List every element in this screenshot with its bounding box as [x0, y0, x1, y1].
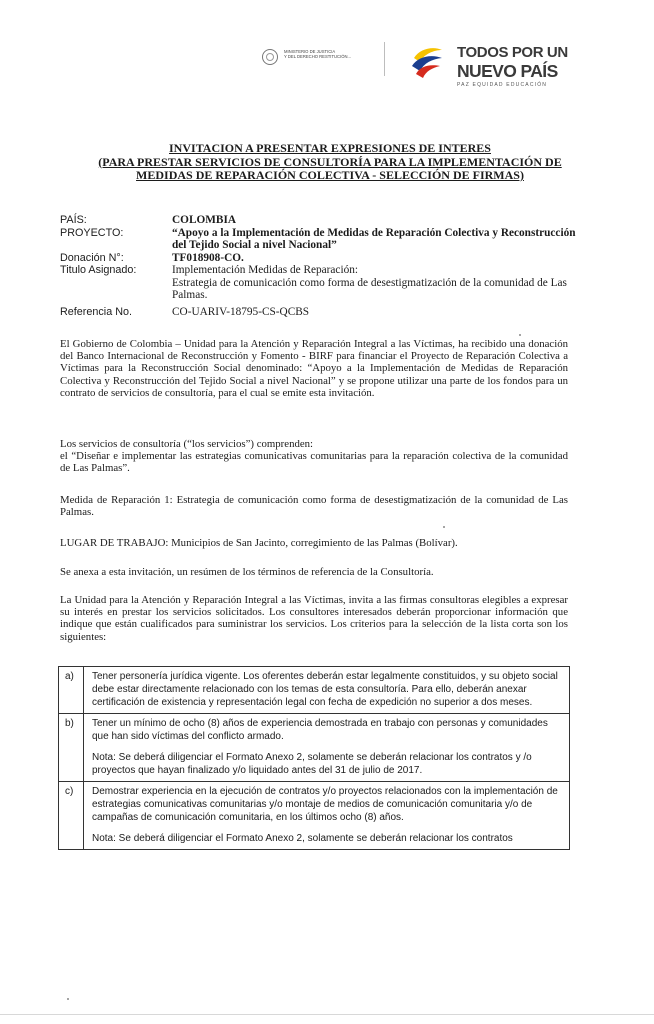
pais-label: PAÍS:	[60, 214, 87, 226]
criteria-content: Demostrar experiencia en la ejecución de contratos y/o proyectos relacionados con la implementación de estrategias comunicativas comunitarias y/o montaje de medios de comunicación comunitaria y/o de campañas de comunicación comunitaria, en los últimos ocho (8) años. Nota: Se deberá diligenciar el Formato Anexo 2, solamente se deberán relacionar los contratos	[83, 782, 569, 849]
document-title	[60, 142, 600, 183]
project-info	[60, 214, 580, 318]
info-row-pais	[60, 214, 580, 227]
ministry-seal-icon	[262, 49, 278, 65]
criteria-row	[59, 714, 569, 782]
title-line3: MEDIDAS DE REPARACIÓN COLECTIVA - SELECCIÓN DE FIRMAS)	[136, 168, 524, 182]
info-row-titulo	[60, 264, 580, 302]
info-row-donacion	[60, 252, 580, 265]
ministry-header	[262, 47, 382, 75]
criteria-content: Tener personería jurídica vigente. Los oferentes deberán estar legalmente constituidos, y su objeto social debe estar directamente relacionado con los temas de esta consultoría. Para ello, deberán anexar certificación de existencia y representación legal con fecha de expedición no superior a dos meses.	[83, 667, 569, 713]
paragraph-services: Los servicios de consultoría (“los servicios”) comprenden: el “Diseñar e implementar las estrategias comunicativas comunitarias para la reparación colectiva de la comunidad de Las Palmas”.	[60, 438, 568, 475]
logo-line1: TODOS POR UN	[457, 44, 568, 61]
criteria-table	[58, 666, 570, 850]
pais-value: COLOMBIA	[172, 214, 237, 226]
paragraph-annex: Se anexa a esta invitación, un resúmen de los términos de referencia de la Consultoría.	[60, 566, 434, 578]
titulo-value: Implementación Medidas de Reparación: Estrategia de comunicación como forma de desestigmatización de la comunidad de Las Palmas.	[172, 264, 567, 301]
logo-line2: NUEVO PAÍS	[457, 61, 558, 81]
referencia-value: CO-UARIV-18795-CS-QCBS	[172, 305, 310, 318]
paragraph-invitation: La Unidad para la Atención y Reparación Integral a las Víctimas, invita a las firmas consultoras elegibles a expresar su interés en prestar los servicios solicitados. Los consultores interesados deberán proporcionar información que indique que están cualificados para suministrar los servicios. Los criterios para la selección de la lista corta son los siguientes:	[60, 594, 568, 643]
proyecto-value: “Apoyo a la Implementación de Medidas de Reparación Colectiva y Reconstrucción del Tejido Social a nivel Nacional”	[172, 226, 576, 251]
criteria-content: Tener un mínimo de ocho (8) años de experiencia demostrada en trabajo con personas y comunidades que han sido víctimas del conflicto armado. Nota: Se deberá diligenciar el Formato Anexo 2, solamente se deberán relacionar los contratos y /o proyectos que hayan finalizado y/o liquidado antes del 31 de julio de 2017.	[83, 714, 569, 781]
criteria-letter: c)	[65, 786, 74, 797]
donacion-label: Donación N°:	[60, 251, 124, 264]
proyecto-label: PROYECTO:	[60, 226, 124, 239]
title-line1: INVITACION A PRESENTAR EXPRESIONES DE INTERES	[169, 141, 491, 155]
criteria-row	[59, 782, 569, 850]
donacion-value: TF018908-CO.	[172, 251, 244, 264]
criteria-row	[59, 667, 569, 714]
scan-speck	[67, 998, 69, 1000]
flag-swoosh-icon	[410, 44, 444, 80]
paragraph-workplace: LUGAR DE TRABAJO: Municipios de San Jacinto, corregimiento de las Palmas (Bolívar).	[60, 537, 458, 549]
paragraph-intro: El Gobierno de Colombia – Unidad para la Atención y Reparación Integral a las Víctimas, ha recibido una donación del Banco Internacional de Reconstrucción y Fomento - BIRF para financiar el Proyecto de Reparación Colectiva a Víctimas para la Reconstrucción Social denominado: “Apoyo a la Implementación de Medidas de Reparación Colectiva y Reconstrucción del Tejido Social a nivel Nacional” y se propone utilizar una parte de los fondos para un contrato de servicios de consultoría, para el cual se emite esta invitación.	[60, 338, 568, 399]
titulo-label: Titulo Asignado:	[60, 264, 137, 276]
info-row-proyecto	[60, 227, 580, 252]
paragraph-measure: Medida de Reparación 1: Estrategia de comunicación como forma de desestigmatización de la comunidad de Las Palmas.	[60, 494, 568, 519]
criteria-letter: b)	[65, 718, 74, 729]
info-row-referencia	[60, 306, 580, 319]
logo-tagline: PAZ EQUIDAD EDUCACIÓN	[457, 82, 548, 88]
referencia-label: Referencia No.	[60, 305, 133, 318]
scan-speck	[443, 526, 445, 528]
header-divider	[384, 42, 385, 76]
ministry-text: MINISTERIO DE JUSTICIA Y DEL DERECHO RESTITUCIÓN...	[284, 49, 352, 59]
title-line2: (PARA PRESTAR SERVICIOS DE CONSULTORÍA PARA LA IMPLEMENTACIÓN DE	[98, 154, 562, 169]
scan-edge-line	[0, 1014, 654, 1015]
criteria-letter: a)	[65, 671, 74, 682]
todos-por-un-nuevo-pais-logo	[410, 40, 568, 92]
scan-speck	[519, 334, 521, 336]
